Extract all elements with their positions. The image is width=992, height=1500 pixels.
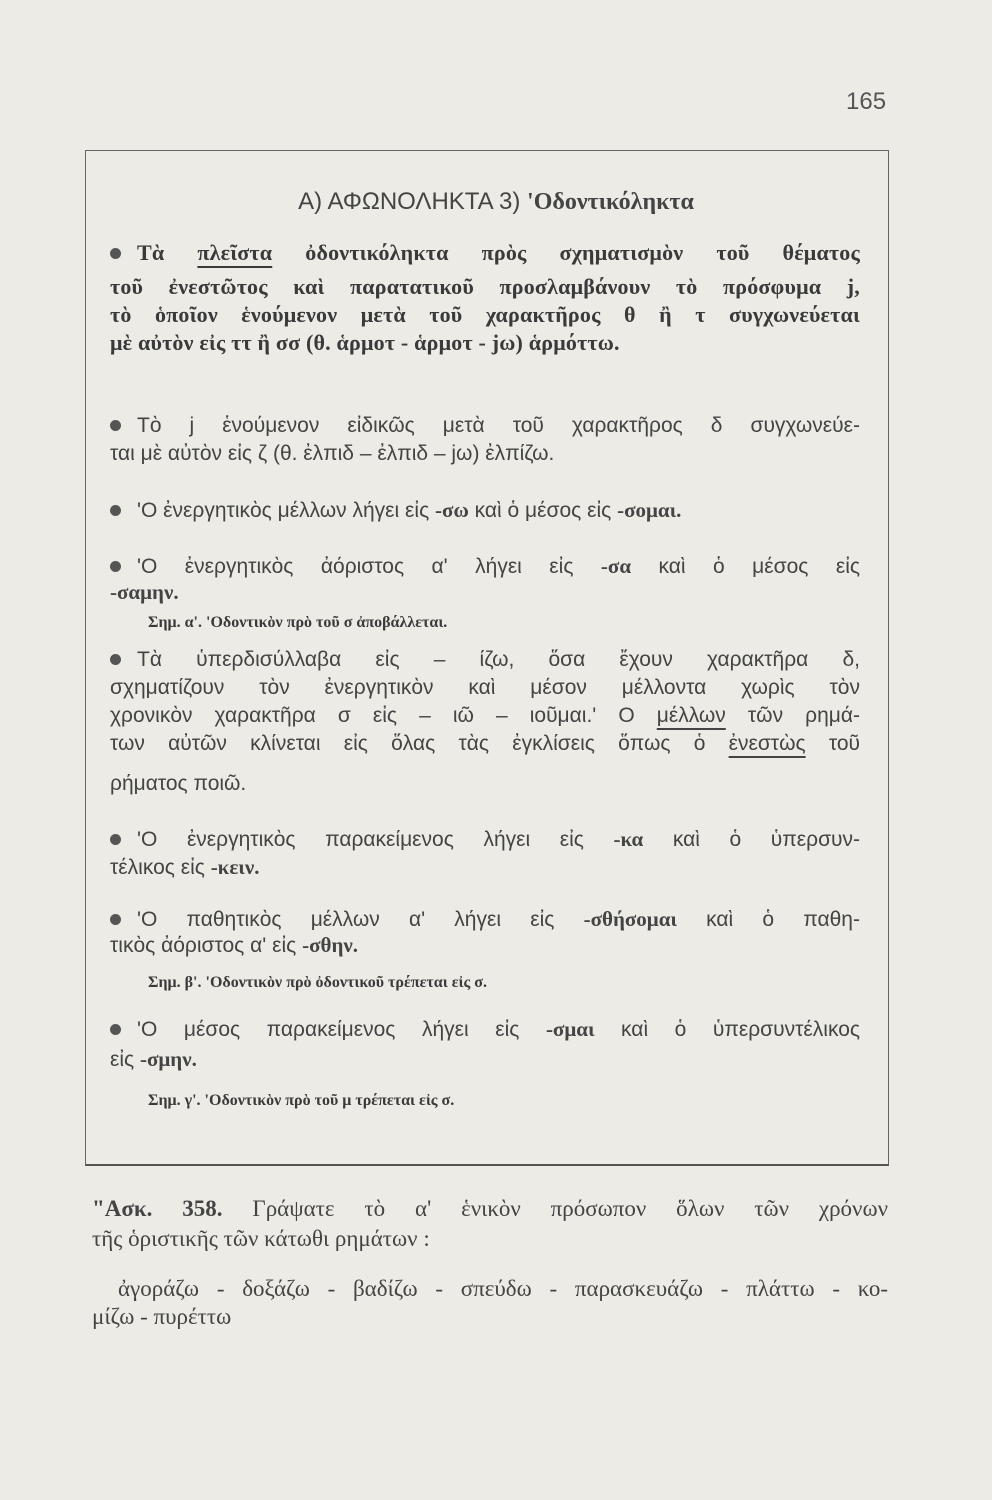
note-line xyxy=(148,1092,898,1120)
bullet-icon xyxy=(110,654,121,665)
text-segment: Γράψατε τὸ α' ἑνικὸν πρόσωπον ὅλων τῶν χρόνων xyxy=(222,1196,888,1221)
text-segment: καὶ ὁ παθη- xyxy=(676,908,860,931)
paragraph-line xyxy=(110,855,860,883)
paragraph-line xyxy=(118,1276,888,1304)
paragraph-line xyxy=(110,1017,860,1045)
paragraph-line xyxy=(110,554,860,582)
paragraph-line xyxy=(110,240,860,268)
text-segment: τῆς ὁριστικῆς τῶν κάτωθι ρημάτων : xyxy=(92,1226,430,1251)
bullet-icon xyxy=(110,420,121,431)
text-segment: τικὸς ἀόριστος α' εἰς xyxy=(110,934,303,957)
paragraph-line xyxy=(110,580,860,608)
text-segment: Σημ. γ'. 'Οδοντικὸν πρὸ τοῦ μ τρέπεται εἰς σ. xyxy=(148,1092,455,1109)
text-segment: 'Ο ἐνεργητικὸς μέλλων λήγει εἰς xyxy=(137,499,436,522)
paragraph-line xyxy=(110,732,860,760)
underlined-term: πλεῖστα xyxy=(197,240,273,265)
paragraph-line xyxy=(110,414,860,442)
paragraph-line xyxy=(110,442,860,470)
text-segment: ὀδοντικόληκτα πρὸς σχηματισμὸν τοῦ θέματος xyxy=(272,240,860,265)
underlined-term: ἐνεστὼς xyxy=(728,732,806,755)
paragraph-line xyxy=(92,1196,888,1224)
bold-term: -σομαι. xyxy=(617,498,682,522)
paragraph-line xyxy=(110,498,860,526)
text-segment: Τὰ ὑπερδισύλλαβα εἰς – ίζω, ὅσα ἔχουν χαρακτῆρα δ, xyxy=(137,648,860,671)
bold-term: -σαμην. xyxy=(110,580,179,604)
bullet-icon xyxy=(110,248,121,259)
text-segment: τοῦ ἐνεστῶτος καὶ παρατατικοῦ προσλαμβάνουν τὸ πρόσφυμα j, xyxy=(110,274,860,299)
text-segment: τῶν ρημά- xyxy=(725,704,860,727)
bullet-icon xyxy=(110,914,121,925)
paragraph-line xyxy=(110,676,860,704)
text-segment: τέλικος εἰς xyxy=(110,856,211,879)
bullet-icon xyxy=(110,1024,121,1035)
paragraph-line xyxy=(110,704,860,732)
text-segment: ἀγοράζω - δοξάζω - βαδίζω - σπεύδω - παρασκευάζω - πλάττω - κο- xyxy=(118,1276,888,1301)
paragraph-line xyxy=(110,933,860,961)
bold-term: -σμαι xyxy=(545,1017,595,1041)
text-segment: τοῦ xyxy=(805,732,860,755)
bold-term: -σθήσομαι xyxy=(583,907,677,931)
section-title-serif: 'Οδοντικόληκτα xyxy=(527,189,694,215)
paragraph-line xyxy=(110,1047,860,1075)
paragraph-line xyxy=(110,274,860,302)
text-segment: καὶ ὁ μέσος εἰς xyxy=(631,555,860,578)
bullet-icon xyxy=(110,561,121,572)
text-segment: καὶ ὁ ὑπερσυν- xyxy=(643,828,860,851)
paragraph-line xyxy=(110,648,860,676)
paragraph-line xyxy=(92,1226,888,1254)
text-segment: 'Ο ἐνεργητικὸς παρακείμενος λήγει εἰς xyxy=(137,828,614,851)
text-segment: μίζω - πυρέττω xyxy=(92,1304,232,1329)
note-line xyxy=(148,974,898,1002)
text-segment: καὶ ὁ μέσος εἰς xyxy=(468,499,618,522)
paragraph-line xyxy=(110,330,860,358)
section-title-sans: Α) ΑΦΩΝΟΛΗΚΤΑ 3) xyxy=(298,188,521,215)
paragraph-line xyxy=(110,907,860,935)
bullet-icon xyxy=(110,834,121,845)
paragraph-line xyxy=(92,1304,888,1332)
text-segment: ται μὲ αὐτὸν εἰς ζ (θ. ἐλπιδ – ἐλπιδ – jω) ἐλπίζω. xyxy=(110,442,555,465)
bold-term: "Ασκ. 358. xyxy=(92,1196,223,1221)
paragraph-line xyxy=(110,772,860,800)
bold-term: -σα xyxy=(600,554,632,578)
bold-term: -σω xyxy=(435,498,469,522)
text-segment: Σημ. β'. 'Οδοντικὸν πρὸ ὀδοντικοῦ τρέπεται εἰς σ. xyxy=(148,974,487,991)
text-segment: 'Ο παθητικὸς μέλλων α' λήγει εἰς xyxy=(137,908,584,931)
text-segment: εἰς xyxy=(110,1048,140,1071)
text-segment: σχηματίζουν τὸν ἐνεργητικὸν καὶ μέσον μέλλοντα χωρὶς τὸν xyxy=(110,676,860,699)
text-segment: 'Ο ἐνεργητικὸς ἀόριστος α' λήγει εἰς xyxy=(137,555,601,578)
bold-term: -κειν. xyxy=(210,855,260,879)
bold-term: -σθην. xyxy=(302,933,359,957)
text-segment: 'Ο μέσος παρακείμενος λήγει εἰς xyxy=(137,1018,546,1041)
bold-term: -σμην. xyxy=(139,1047,197,1071)
note-line xyxy=(148,614,898,642)
text-segment: καὶ ὁ ὑπερσυντέλικος xyxy=(594,1018,860,1041)
underlined-term: μέλλων xyxy=(656,704,726,727)
bold-term: -κα xyxy=(613,827,644,851)
paragraph-line xyxy=(110,302,860,330)
text-segment: χρονικὸν χαρακτῆρα σ εἰς – ιῶ – ιοῦμαι.' Ο xyxy=(110,704,657,727)
text-segment: Τὰ xyxy=(137,240,198,265)
paragraph-line xyxy=(110,827,860,855)
text-segment: Σημ. α'. 'Οδοντικὸν πρὸ τοῦ σ ἀποβάλλεται. xyxy=(148,614,448,631)
text-segment: ρήματος ποιῶ. xyxy=(110,772,247,795)
text-segment: τὸ ὁποῖον ἑνούμενον μετὰ τοῦ χαρακτῆρος θ ἢ τ συγχωνεύεται xyxy=(110,302,860,327)
text-segment: των αὐτῶν κλίνεται εἰς ὅλας τὰς ἐγκλίσεις ὅπως ὁ xyxy=(110,732,729,755)
text-segment: Τὸ j ἑνούμενον εἰδικῶς μετὰ τοῦ χαρακτῆρος δ συγχωνεύε- xyxy=(137,414,860,437)
bullet-icon xyxy=(110,505,121,516)
text-segment: μὲ αὐτὸν εἰς ττ ἢ σσ (θ. ἁρμοτ - ἁρμοτ - jω) ἁρμόττω. xyxy=(110,330,620,355)
page-number: 165 xyxy=(846,88,887,115)
section-title xyxy=(0,188,992,216)
